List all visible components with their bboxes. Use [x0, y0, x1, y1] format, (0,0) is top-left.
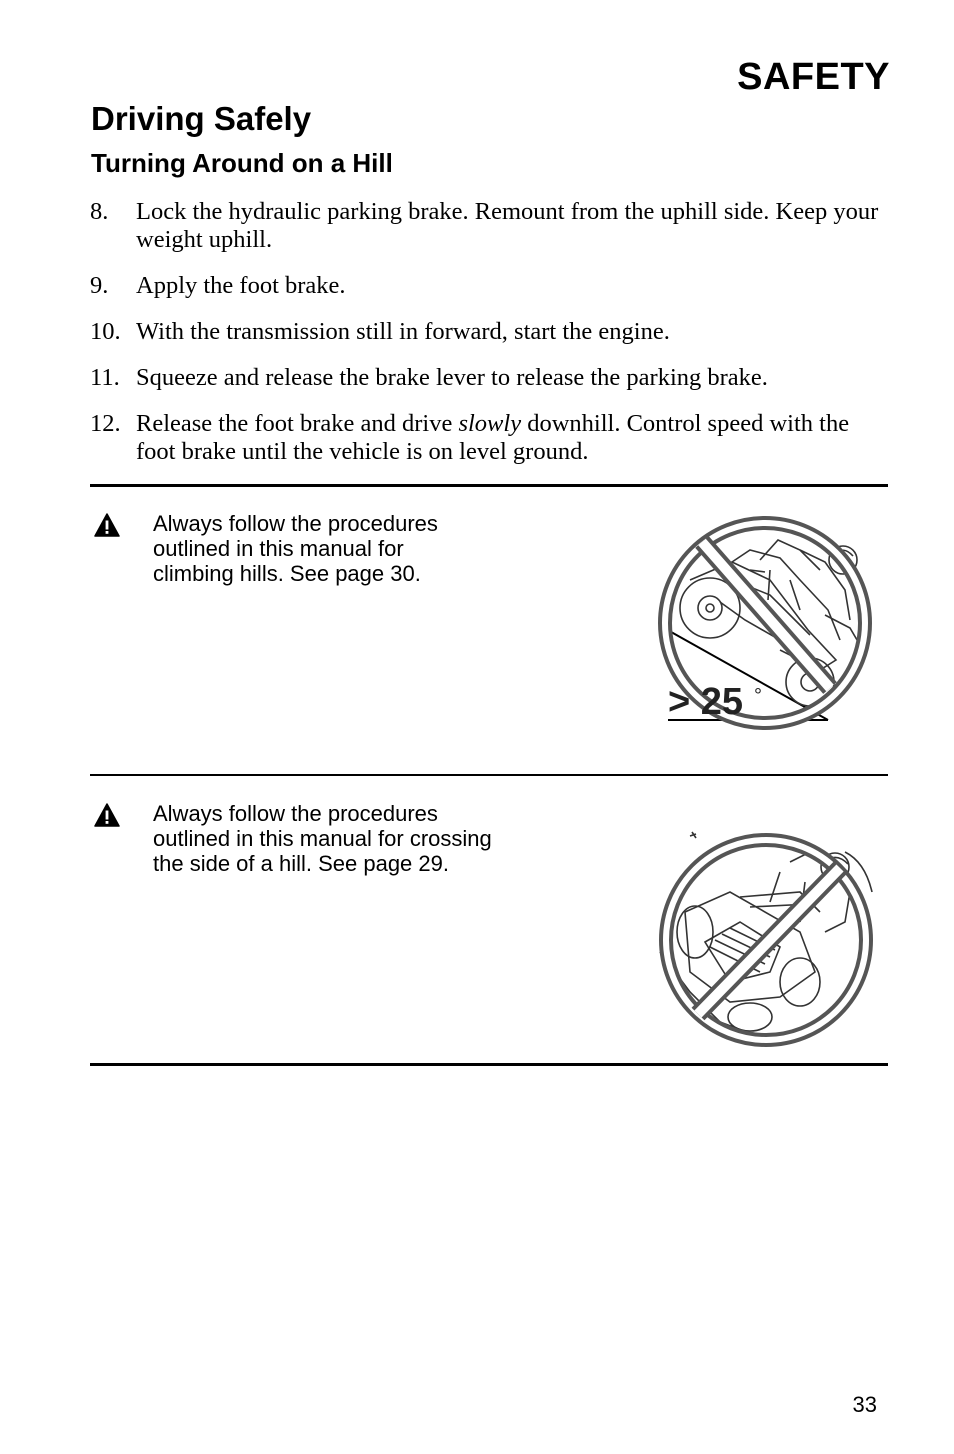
step-text-before: Release the foot brake and drive — [136, 410, 459, 437]
step-number: 8. — [90, 198, 109, 225]
divider-top — [90, 484, 888, 487]
page-number: 33 — [852, 1392, 877, 1417]
warning-text: Always follow the procedures outlined in this manual for crossing the side of a hill. See page 29. — [153, 801, 492, 876]
divider-middle — [90, 774, 888, 776]
warning-triangle-icon — [94, 803, 120, 827]
step-text: Squeeze and release the brake lever to release the parking brake. — [136, 364, 768, 391]
no-steep-hill-climb-illustration — [650, 510, 880, 742]
warning-text: Always follow the procedures outlined in this manual for climbing hills. See page 30. — [153, 511, 438, 586]
angle-label: > 25 — [668, 681, 744, 723]
step-text: With the transmission still in forward, start the engine. — [136, 318, 670, 345]
divider-bottom — [90, 1063, 888, 1066]
step-8 — [90, 198, 880, 254]
section-subtitle: Turning Around on a Hill — [91, 148, 393, 178]
page-title: Driving Safely — [91, 100, 312, 137]
step-12 — [90, 410, 880, 466]
step-number: 9. — [90, 272, 109, 299]
section-header: SAFETY — [737, 56, 890, 98]
step-text: Lock the hydraulic parking brake. Remount from the uphill side. Keep your weight uphill. — [136, 198, 879, 253]
step-11 — [90, 364, 880, 392]
no-sidehill-crossing-illustration — [650, 822, 886, 1052]
procedure-steps — [90, 198, 880, 484]
step-text: Apply the foot brake. — [136, 272, 346, 299]
step-9 — [90, 272, 880, 300]
step-text — [136, 410, 880, 466]
step-number: 11. — [90, 364, 120, 391]
step-number: 12. — [90, 410, 121, 437]
degree-symbol: ° — [754, 685, 762, 707]
step-text-after: downhill. Control speed with the foot brake until the vehicle is on level ground. — [136, 410, 850, 465]
step-10 — [90, 318, 880, 346]
step-emphasis: slowly — [458, 410, 522, 437]
warning-triangle-icon — [94, 513, 120, 537]
step-number: 10. — [90, 318, 121, 345]
